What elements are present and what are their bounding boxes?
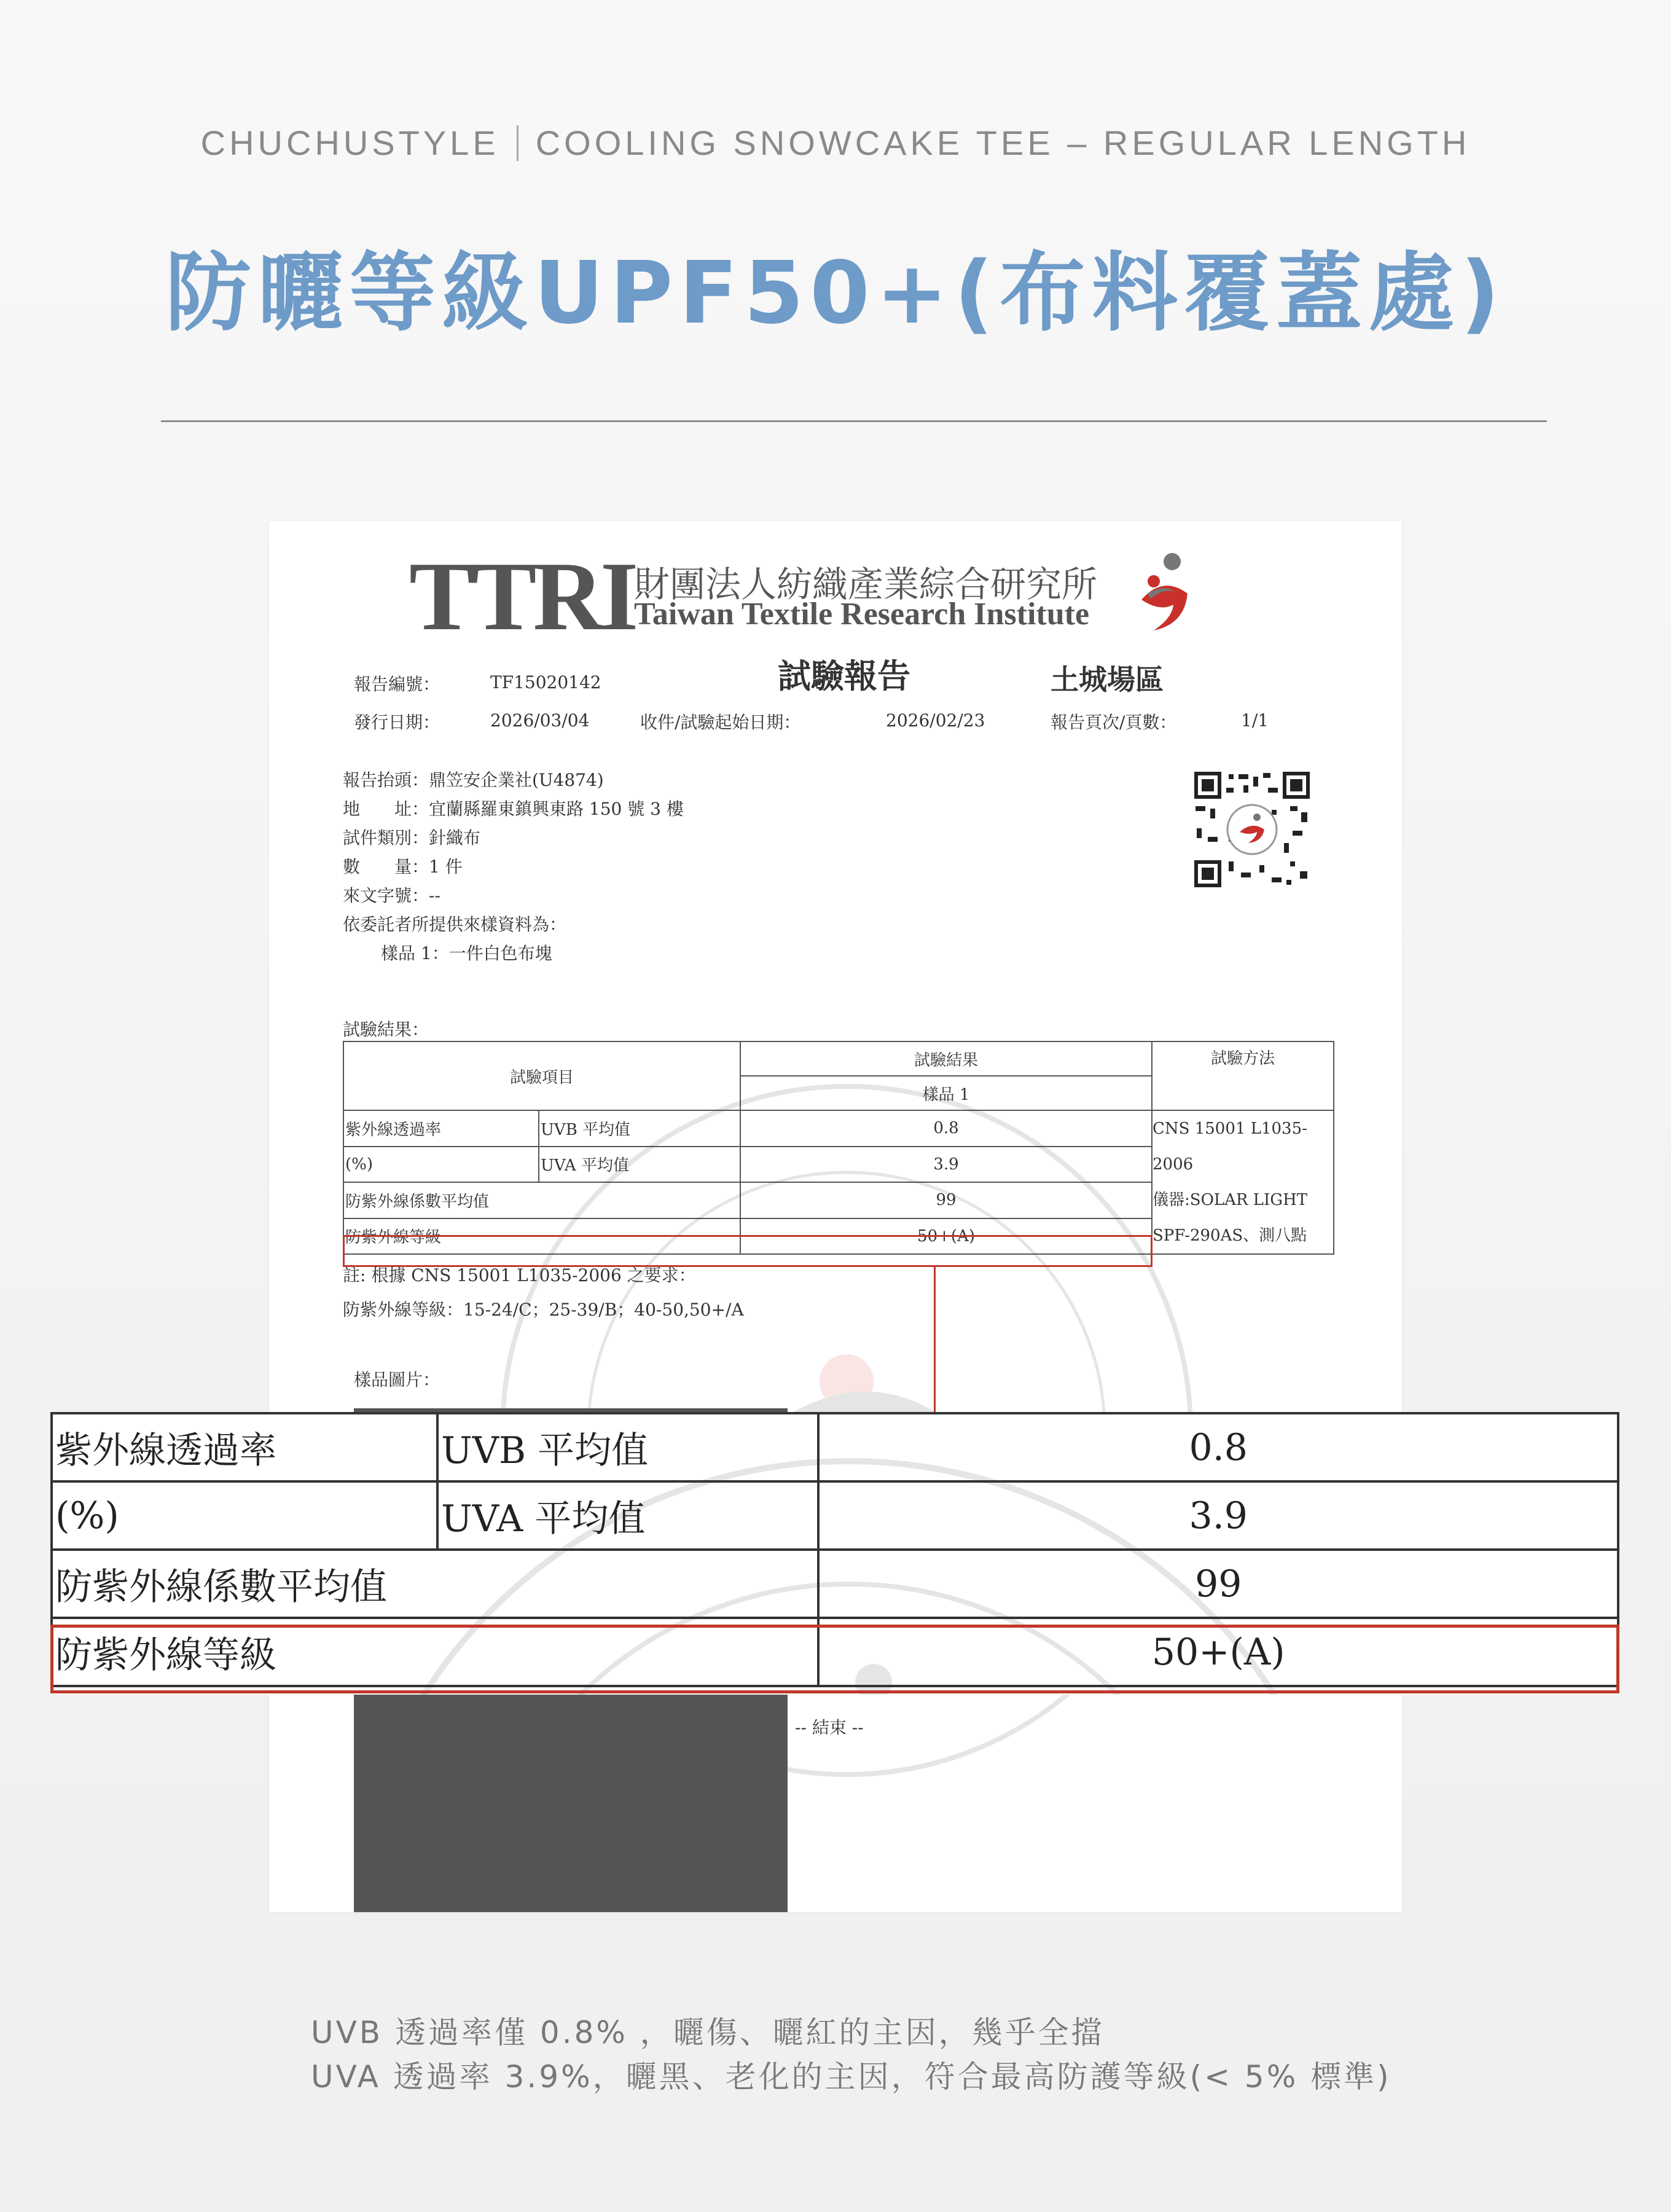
caption-uva: UVA 透過率 3.9%，曬黑、老化的主因，符合最高防護等級(< 5% 標準) [311, 2059, 1391, 2095]
info-line: 依委託者所提供來樣資料為： [343, 914, 567, 935]
zoom-row-item-uva: UVA 平均值 [437, 1481, 818, 1550]
col-header-item: 試驗項目 [343, 1041, 740, 1110]
zoom-row-item-uvb: UVB 平均值 [437, 1413, 818, 1481]
info-line: 報告抬頭：鼎笠安企業社(U4874) [343, 770, 604, 790]
report-no-label: 報告編號： [354, 674, 440, 694]
method-line: 2006 [1152, 1155, 1194, 1174]
brand-line [0, 123, 1671, 163]
received-date: 2026/02/23 [886, 710, 985, 731]
test-report-document [269, 521, 1402, 1912]
value-grade: 50+(A) [740, 1218, 1152, 1255]
zoom-value-uva: 3.9 [818, 1481, 1618, 1550]
row-item-uvb: UVB 平均值 [539, 1110, 740, 1147]
zoom-row-item-upf: 防紫外線係數平均值 [52, 1550, 818, 1618]
info-line: 樣品 1：一件白色布塊 [381, 943, 552, 963]
value-upf: 99 [740, 1182, 1152, 1218]
brand-name: CHUCHUSTYLE [200, 124, 499, 162]
issue-date: 2026/03/04 [490, 710, 590, 731]
zoom-row-group-label: 紫外線透過率 [52, 1413, 437, 1481]
info-line: 試件類別：針織布 [343, 828, 481, 848]
ttri-logo-text: TTRI [409, 541, 635, 651]
institute-name-en: Taiwan Textile Research Institute [634, 597, 1090, 632]
highlight-box-large [50, 1625, 1619, 1693]
institute-name-cn: 財團法人紡織產業綜合研究所 [634, 563, 1098, 605]
results-label: 試驗結果： [343, 1019, 429, 1040]
zoom-row-item-grade: 防紫外線等級 [52, 1618, 818, 1686]
page-label: 報告頁次/頁數： [1051, 712, 1177, 732]
row-item-upf: 防紫外線係數平均值 [343, 1182, 740, 1218]
col-header-result: 試驗結果 [740, 1041, 1152, 1076]
method-line: SPF-290AS、測八點 [1152, 1226, 1307, 1245]
headline: 防曬等級UPF50+(布料覆蓋處) [165, 243, 1506, 343]
caption-uvb: UVB 透過率僅 0.8% ，曬傷、曬紅的主因，幾乎全擋 [311, 2015, 1105, 2050]
received-date-label: 收件/試驗起始日期： [640, 712, 801, 732]
divider [517, 125, 519, 161]
ttri-logo-icon [1129, 551, 1197, 639]
row-item-uva: UVA 平均值 [539, 1147, 740, 1183]
col-header-sample: 樣品 1 [740, 1076, 1152, 1110]
divider-rule [161, 420, 1547, 422]
report-title: 試驗報告 [778, 657, 910, 696]
note-line: 防紫外線等級：15-24/C；25-39/B；40-50,50+/A [343, 1300, 744, 1320]
page-number: 1/1 [1241, 710, 1269, 731]
value-uva: 3.9 [740, 1147, 1152, 1183]
method-line: 儀器:SOLAR LIGHT [1152, 1191, 1308, 1209]
method-cell [1152, 1110, 1334, 1254]
info-line: 地 址：宜蘭縣羅東鎮興東路 150 號 3 樓 [343, 799, 684, 819]
row-group-unit: (%) [343, 1147, 539, 1183]
zoom-value-uvb: 0.8 [818, 1413, 1618, 1481]
note-line: 註: 根據 CNS 15001 L1035-2006 之要求： [343, 1265, 696, 1285]
method-line: CNS 15001 L1035- [1152, 1120, 1307, 1138]
info-line: 數 量：1 件 [343, 857, 463, 877]
report-no: TF15020142 [490, 672, 601, 692]
issue-date-label: 發行日期： [354, 712, 440, 732]
end-mark: -- 結束 -- [795, 1717, 864, 1738]
sample-photo-label: 樣品圖片： [354, 1370, 440, 1390]
zoom-value-grade: 50+(A) [818, 1618, 1618, 1686]
zoom-row-group-unit: (%) [52, 1481, 437, 1550]
zoom-value-upf: 99 [818, 1550, 1618, 1618]
info-line: 來文字號：-- [343, 885, 440, 906]
col-header-method: 試驗方法 [1152, 1041, 1334, 1110]
row-item-grade: 防紫外線等級 [343, 1218, 740, 1255]
value-uvb: 0.8 [740, 1110, 1152, 1147]
row-group-label: 紫外線透過率 [343, 1110, 539, 1147]
qr-code-icon [1192, 769, 1312, 890]
results-table [343, 1041, 1334, 1255]
product-name: COOLING SNOWCAKE TEE – REGULAR LENGTH [535, 124, 1471, 162]
report-site: 土城場區 [1051, 663, 1164, 696]
